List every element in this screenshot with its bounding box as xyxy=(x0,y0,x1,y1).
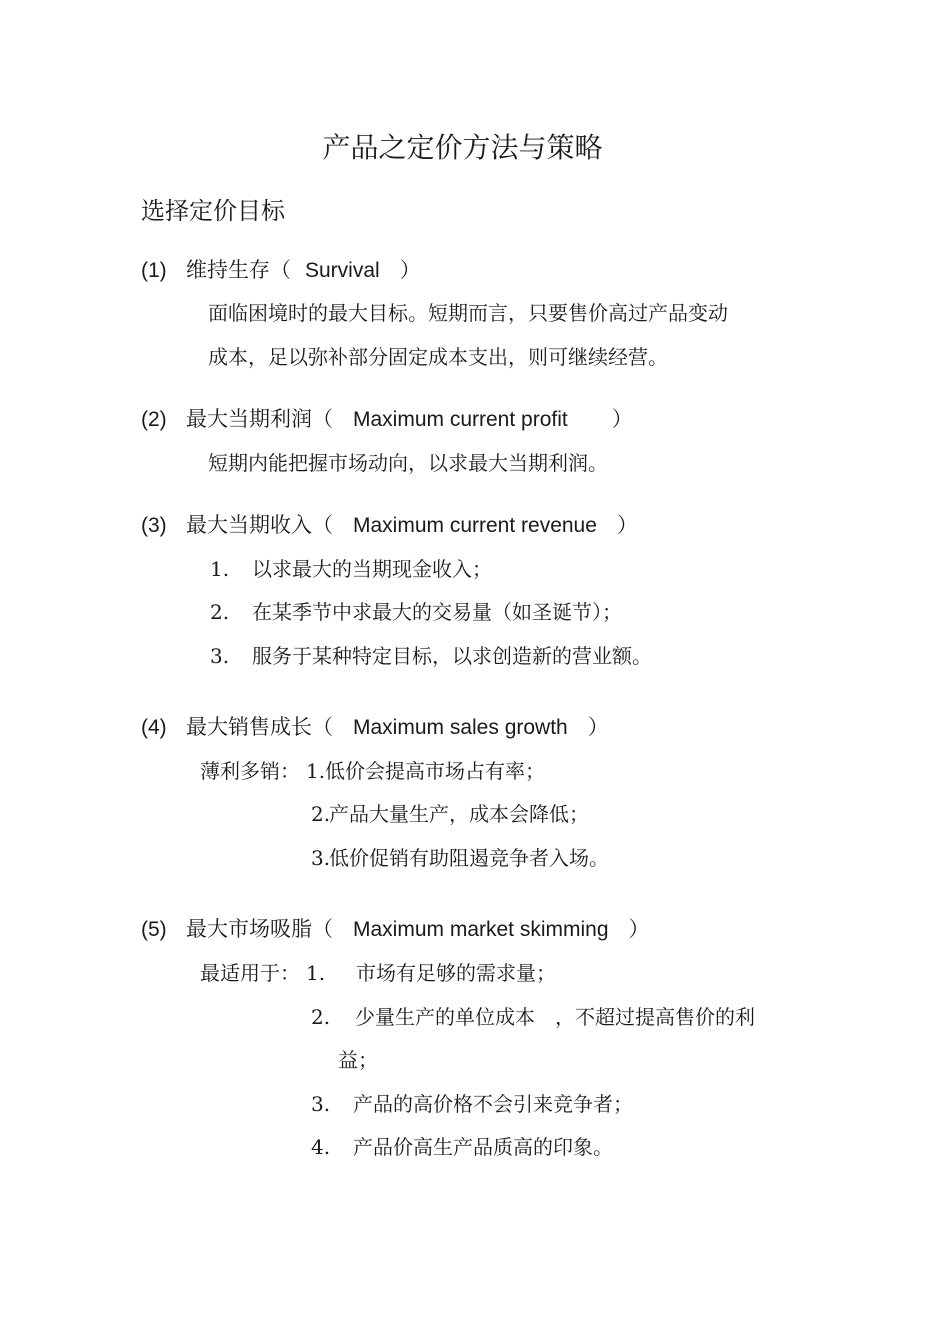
item-4-list-text-3: 低价促销有助阻遏竞争者入场。 xyxy=(329,846,609,870)
item-5-list-text-1: 市场有足够的需求量； xyxy=(356,961,556,985)
item-1-line-2: 成本，足以弥补部分固定成本支出，则可继续经营。 xyxy=(208,345,668,369)
item-title-close: ） xyxy=(628,917,650,941)
item-5-list-num-2: 2. xyxy=(311,1005,331,1029)
item-number: (3) xyxy=(141,514,167,537)
item-title-cn: 最大市场吸脂（ xyxy=(186,917,333,941)
item-4-list-num-1: 1. xyxy=(306,759,326,783)
item-3-list-num-1: 1. xyxy=(210,557,230,581)
item-4-list-num-2: 2. xyxy=(311,802,331,826)
item-title-en: Maximum market skimming xyxy=(353,918,609,941)
item-5-list-text-2: 少量生产的单位成本 ，不超过提高售价的利 xyxy=(355,1005,755,1029)
item-title-en: Maximum current profit xyxy=(353,408,568,431)
item-title-close: ） xyxy=(616,513,638,537)
item-3-list-num-2: 2. xyxy=(210,600,230,624)
document-title: 产品之定价方法与策略 xyxy=(322,131,603,164)
item-1-line-1: 面临困境时的最大目标。短期而言，只要售价高过产品变动 xyxy=(208,301,728,325)
item-3-list-text-2: 在某季节中求最大的交易量（如圣诞节）； xyxy=(252,600,622,624)
item-title-cn: 最大当期利润（ xyxy=(186,407,333,431)
item-number: (4) xyxy=(141,716,167,739)
item-5-list-num-4: 4. xyxy=(311,1135,331,1159)
item-1-heading xyxy=(141,260,421,281)
item-2-line-1: 短期内能把握市场动向，以求最大当期利润。 xyxy=(208,451,608,475)
item-title-cn: 最大销售成长（ xyxy=(186,715,333,739)
item-title-cn: 维持生存（ xyxy=(186,258,291,282)
item-title-en: Maximum current revenue xyxy=(353,514,597,537)
item-3-list-text-3: 服务于某种特定目标，以求创造新的营业额。 xyxy=(252,644,652,668)
item-4-list-text-1: 低价会提高市场占有率； xyxy=(325,759,545,783)
section-heading: 选择定价目标 xyxy=(141,197,285,225)
item-5-heading xyxy=(141,919,650,940)
item-number: (5) xyxy=(141,918,167,941)
item-title-en: Survival xyxy=(305,259,380,282)
item-5-list-text-3: 产品的高价格不会引来竞争者； xyxy=(353,1092,633,1116)
item-3-heading xyxy=(141,515,638,536)
item-5-list-text-4: 产品价高生产品质高的印象。 xyxy=(353,1135,613,1159)
item-title-close: ） xyxy=(587,715,609,739)
item-5-list-num-3: 3. xyxy=(311,1092,331,1116)
item-title-cn: 最大当期收入（ xyxy=(186,513,333,537)
item-3-list-text-1: 以求最大的当期现金收入； xyxy=(252,557,492,581)
item-number: (2) xyxy=(141,408,167,431)
item-number: (1) xyxy=(141,259,167,282)
item-title-en: Maximum sales growth xyxy=(353,716,568,739)
item-5-lead: 最适用于： xyxy=(200,961,300,985)
item-4-heading xyxy=(141,717,609,738)
item-4-list-num-3: 3. xyxy=(311,846,331,870)
item-5-list-num-1: 1. xyxy=(306,961,326,985)
item-title-close: ） xyxy=(611,407,633,431)
item-title-close: ） xyxy=(399,258,421,282)
item-2-heading xyxy=(141,409,633,430)
item-4-list-text-2: 产品大量生产，成本会降低； xyxy=(329,802,589,826)
item-4-lead: 薄利多销： xyxy=(200,759,300,783)
item-3-list-num-3: 3. xyxy=(210,644,230,668)
item-5-list-cont-2: 益； xyxy=(338,1048,378,1072)
